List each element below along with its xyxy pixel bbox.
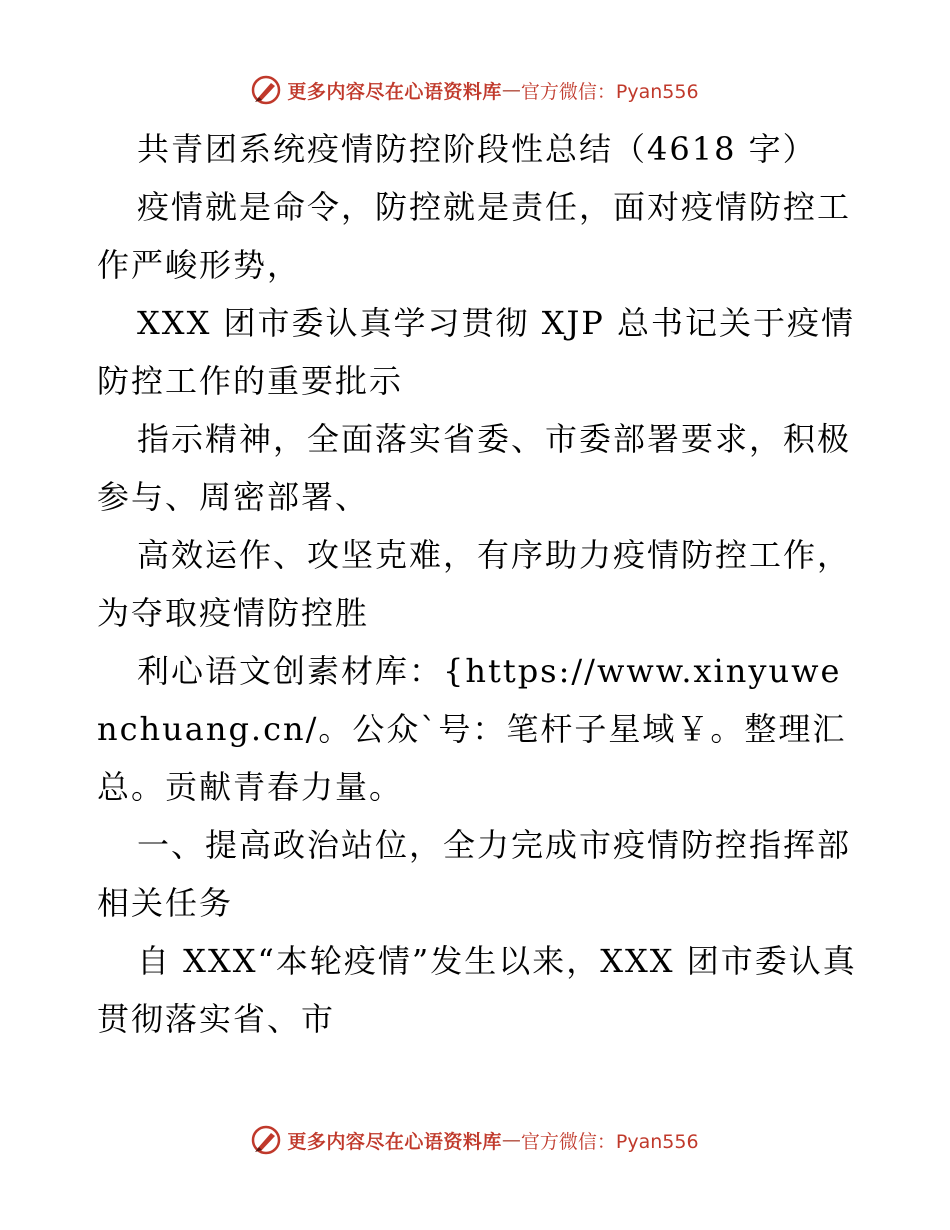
- header-banner-wechat: 官方微信：Pyan556: [520, 80, 699, 103]
- paragraph: XXX 团市委认真学习贯彻 XJP 总书记关于疫情防控工作的重要批示: [97, 304, 856, 400]
- header-banner-text: 更多内容尽在心语资料库: [287, 80, 502, 103]
- pen-logo-icon: [251, 1125, 281, 1155]
- footer-banner-wechat: 官方微信：Pyan556: [520, 1130, 699, 1153]
- paragraph: 自 XXX“本轮疫情”发生以来，XXX 团市委认真贯彻落实省、市: [97, 942, 857, 1038]
- paragraph: 高效运作、攻坚克难，有序助力疫情防控工作，为夺取疫情防控胜: [97, 536, 852, 632]
- paragraph: 利心语文创素材库：{https://www.xinyuwenchuang.cn/。公众`号：笔杆子星域￥。整理汇总。贡献青春力量。: [97, 652, 847, 806]
- document-body: [97, 120, 857, 1048]
- footer-banner-text: 更多内容尽在心语资料库: [287, 1130, 502, 1153]
- paragraph: 指示精神，全面落实省委、市委部署要求，积极参与、周密部署、: [97, 420, 852, 516]
- header-banner-dash: —: [501, 79, 521, 101]
- header-banner: [0, 70, 950, 110]
- pen-logo-icon: [251, 75, 281, 105]
- footer-banner-dash: —: [501, 1129, 521, 1151]
- section-heading: 一、提高政治站位，全力完成市疫情防控指挥部相关任务: [97, 826, 852, 922]
- paragraph: 疫情就是命令，防控就是责任，面对疫情防控工作严峻形势，: [97, 188, 852, 284]
- footer-banner: [0, 1120, 950, 1160]
- document-title: 共青团系统疫情防控阶段性总结（4618 字）: [137, 130, 817, 168]
